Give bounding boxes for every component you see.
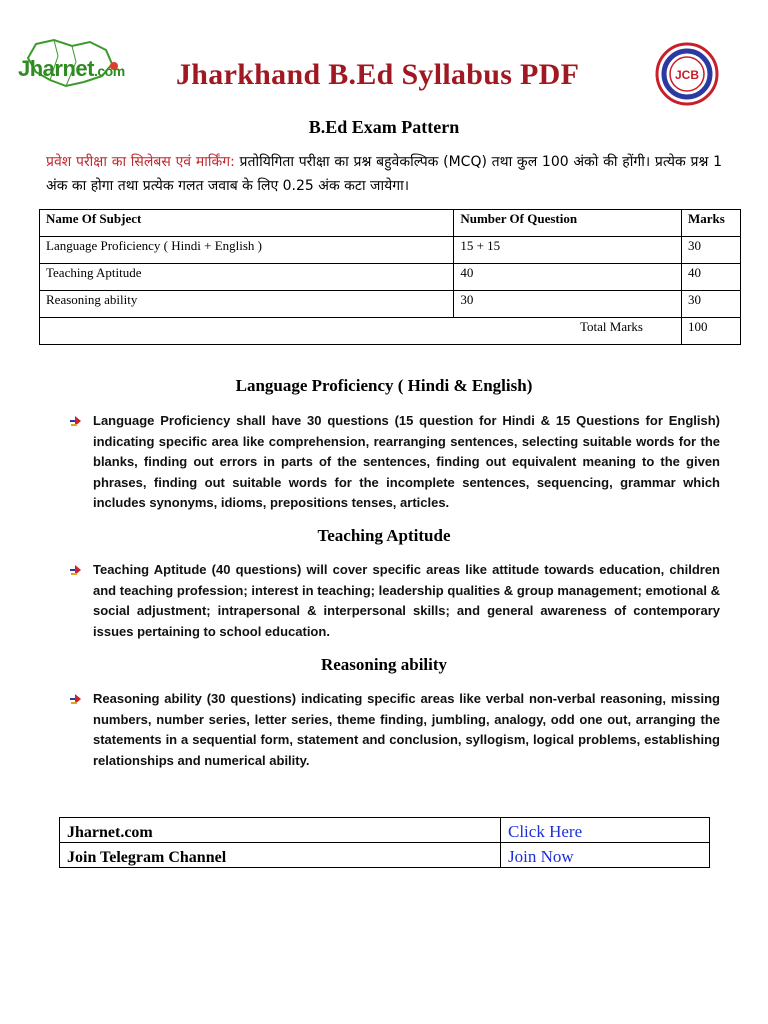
column-header: Number Of Question (454, 210, 682, 237)
exam-pattern-heading: B.Ed Exam Pattern (308, 117, 460, 137)
svg-text:JCB: JCB (674, 68, 700, 82)
table-cell: Language Proficiency ( Hindi + English ) (40, 237, 454, 264)
teaching-description: Teaching Aptitude (40 questions) will cover specific areas like attitude towards education, children and teaching profession; interest in teaching; leadership qualities & group management; emotional & social adjustment; intrapersonal & interpersonal skills; and general awareness of contemporary issues pertaining to school education. (93, 562, 720, 639)
table-cell: Teaching Aptitude (40, 264, 454, 291)
language-description: Language Proficiency shall have 30 questions (15 question for Hindi & 15 Questions for English) indicating specific area like comprehension, rearranging sentences, selecting suitable words for the blanks, finding out errors in parts of the sentences, finding out equivalent meaning to the given phrases, finding out suitable words for the incomplete sentences, sequencing, grammar which includes synonyms, idioms, prepositions tenses, articles. (93, 413, 720, 510)
exam-pattern-table (39, 209, 741, 345)
table-cell: 40 (454, 264, 682, 291)
logo-text: Jharnet.com (18, 56, 125, 81)
link-label-telegram: Join Telegram Channel (60, 843, 501, 868)
jcb-seal-logo (655, 42, 719, 106)
link-label-jharnet: Jharnet.com (60, 818, 501, 843)
table-row (60, 818, 710, 843)
links-table (59, 817, 710, 868)
section-heading-language: Language Proficiency ( Hindi & English) (235, 376, 533, 395)
total-value: 100 (682, 318, 741, 345)
table-cell: Reasoning ability (40, 291, 454, 318)
table-cell: 30 (454, 291, 682, 318)
table-header-row (40, 210, 741, 237)
table-cell: 30 (682, 237, 741, 264)
section-heading-teaching: Teaching Aptitude (317, 526, 451, 545)
reasoning-description: Reasoning ability (30 questions) indicating specific areas like verbal non-verbal reasoning, missing numbers, number series, letter series, theme finding, jumbling, analogy, odd one out, arranging the statements in a sequential form, statement and conclusion, syllogism, logical problems, establishing relationships and numerical ability. (93, 691, 720, 768)
intro-text: प्रतोयिगिता परीक्षा का प्रश्न बहुवेकल्पिक (MCQ) तथा कुल 100 अंको की होंगी। प्रत्येक प्रश्न 1 अंक का होगा तथा प्रत्येक गलत जवाब के लिए 0.25 अंक कटा जायेगा। (46, 154, 722, 194)
page-title: Jharkhand B.Ed Syllabus PDF (176, 58, 580, 91)
total-label: Total Marks (40, 318, 682, 345)
bullet-arrow-icon (70, 564, 82, 576)
seal-icon (655, 42, 719, 106)
bullet-arrow-icon (70, 415, 82, 427)
section-heading-reasoning: Reasoning ability (320, 655, 448, 674)
jharnet-logo (14, 36, 144, 96)
intro-label: प्रवेश परीक्षा का सिलेबस एवं मार्किंग: (46, 154, 235, 170)
join-now-link[interactable]: Join Now (501, 843, 710, 868)
table-cell: 40 (682, 264, 741, 291)
column-header: Marks (682, 210, 741, 237)
table-row (40, 237, 741, 264)
table-row (40, 264, 741, 291)
intro-paragraph (46, 150, 722, 198)
table-cell: 30 (682, 291, 741, 318)
table-row (40, 291, 741, 318)
bullet-arrow-icon (70, 693, 82, 705)
table-row (60, 843, 710, 868)
table-cell: 15 + 15 (454, 237, 682, 264)
total-row (40, 318, 741, 345)
column-header: Name Of Subject (40, 210, 454, 237)
click-here-link[interactable]: Click Here (501, 818, 710, 843)
